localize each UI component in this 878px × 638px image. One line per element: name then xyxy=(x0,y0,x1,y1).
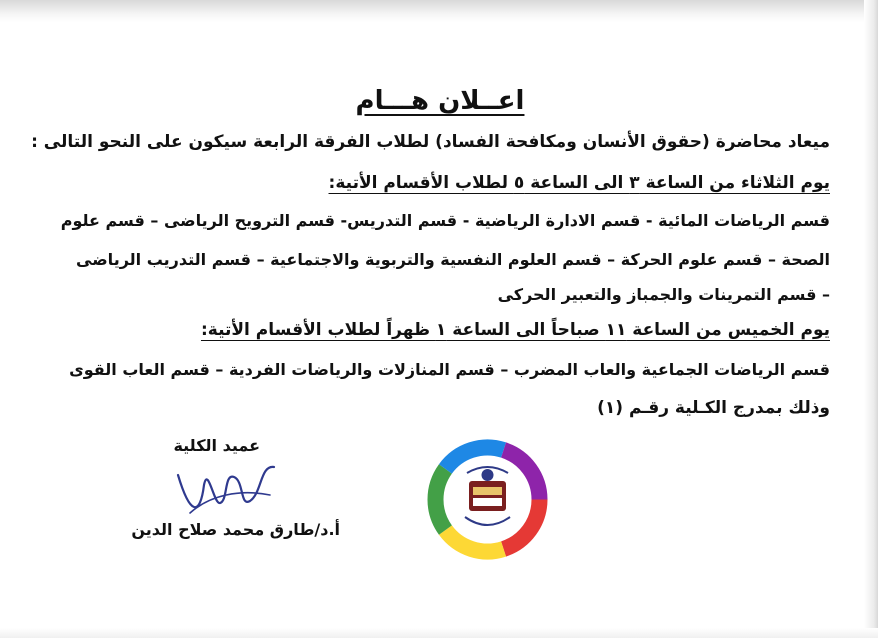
location-text: وذلك بمدرج الكـلية رقـم (١) xyxy=(597,398,830,418)
dean-title: عميد الكلية xyxy=(173,436,260,455)
intro-text: ميعاد محاضرة (حقوق الأنسان ومكافحة الفساد) لطلاب الفرقة الرابعة سيكون على النحو التالى : xyxy=(31,132,830,152)
thursday-departments-line: قسم الرياضات الجماعية والعاب المضرب – قسم المنازلات والرياضات الفردية – قسم العاب القوى xyxy=(69,360,830,379)
handwritten-signature-icon xyxy=(170,455,280,525)
tuesday-departments-line: قسم الرياضات المائية - قسم الادارة الرياضية - قسم التدريس- قسم الترويح الرياضى – قسم علوم xyxy=(60,211,830,230)
signature-block xyxy=(120,430,340,550)
thursday-heading: يوم الخميس من الساعة ١١ صباحاً الى الساعة ١ ظهراً لطلاب الأقسام الأتية: xyxy=(200,320,830,340)
scan-edge-right xyxy=(864,0,878,638)
dean-name: أ.د/طارق محمد صلاح الدين xyxy=(131,520,340,539)
tuesday-departments-line: الصحة – قسم علوم الحركة – قسم العلوم النفسية والتربوية والاجتماعية – قسم التدريب الرياضى xyxy=(76,250,830,269)
logo-ring-segment xyxy=(436,469,446,530)
announcement-title: اعــلان هـــام xyxy=(355,86,525,116)
scan-edge-top xyxy=(0,0,878,22)
scan-edge-bottom xyxy=(0,628,878,638)
faculty-seal-logo xyxy=(425,437,550,562)
tuesday-departments-line: – قسم التمرينات والجمباز والتعبير الحركى xyxy=(497,285,830,304)
tuesday-heading: يوم الثلاثاء من الساعة ٣ الى الساعة ٥ لطلاب الأقسام الأتية: xyxy=(328,173,830,193)
